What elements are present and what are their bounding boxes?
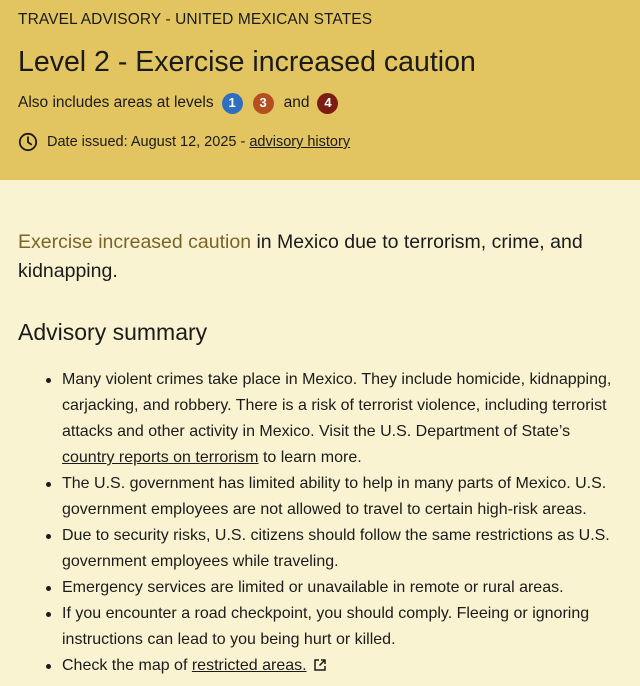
- advisory-lede: [18, 228, 622, 286]
- and-word: and: [283, 94, 310, 111]
- list-item: If you encounter a road checkpoint, you should comply. Fleeing or ignoring instructions can lead to you being hurt or killed.: [46, 601, 622, 653]
- restricted-areas-link[interactable]: restricted areas.: [191, 657, 307, 674]
- list-item: Many violent crimes take place in Mexico. They include homicide, kidnapping, carjacking, and robbery. There is a risk of terrorist violence, including terrorist attacks and other activity in Mexico. Visit the U.S. Department of State’s country reports on terrorism to learn more.: [46, 367, 622, 471]
- advisory-summary-list: [18, 367, 622, 679]
- date-issued-text: Date issued: August 12, 2025 -: [47, 134, 246, 150]
- lede-rest: in Mexico due to terrorism, crime, and kidnapping.: [18, 231, 583, 282]
- advisory-header: [0, 0, 640, 180]
- list-item: Check the map of restricted areas.: [46, 653, 622, 679]
- lede-level-text: Exercise increased caution: [18, 231, 252, 253]
- date-issued-row: [18, 132, 622, 152]
- advisory-content: [0, 180, 640, 679]
- list-item: Due to security risks, U.S. citizens should follow the same restrictions as U.S. government employees while traveling.: [46, 523, 622, 575]
- also-includes-label: Also includes areas at levels: [18, 94, 214, 111]
- list-item: Emergency services are limited or unavailable in remote or rural areas.: [46, 575, 622, 601]
- level-3-badge: 3: [253, 93, 274, 114]
- advisory-eyebrow: TRAVEL ADVISORY - UNITED MEXICAN STATES: [18, 11, 373, 28]
- external-link-icon[interactable]: [313, 655, 327, 669]
- advisory-history-link[interactable]: advisory history: [249, 134, 351, 150]
- also-includes-levels: [18, 92, 622, 114]
- level-4-badge: 4: [317, 93, 338, 114]
- country-reports-link[interactable]: country reports on terrorism: [62, 449, 259, 466]
- level-1-badge: 1: [222, 93, 243, 114]
- advisory-summary-heading: Advisory summary: [18, 319, 208, 345]
- advisory-level-title: Level 2 - Exercise increased caution: [18, 46, 476, 78]
- clock-icon: [18, 132, 38, 152]
- list-item: The U.S. government has limited ability to help in many parts of Mexico. U.S. government employees are not allowed to travel to certain high-risk areas.: [46, 471, 622, 523]
